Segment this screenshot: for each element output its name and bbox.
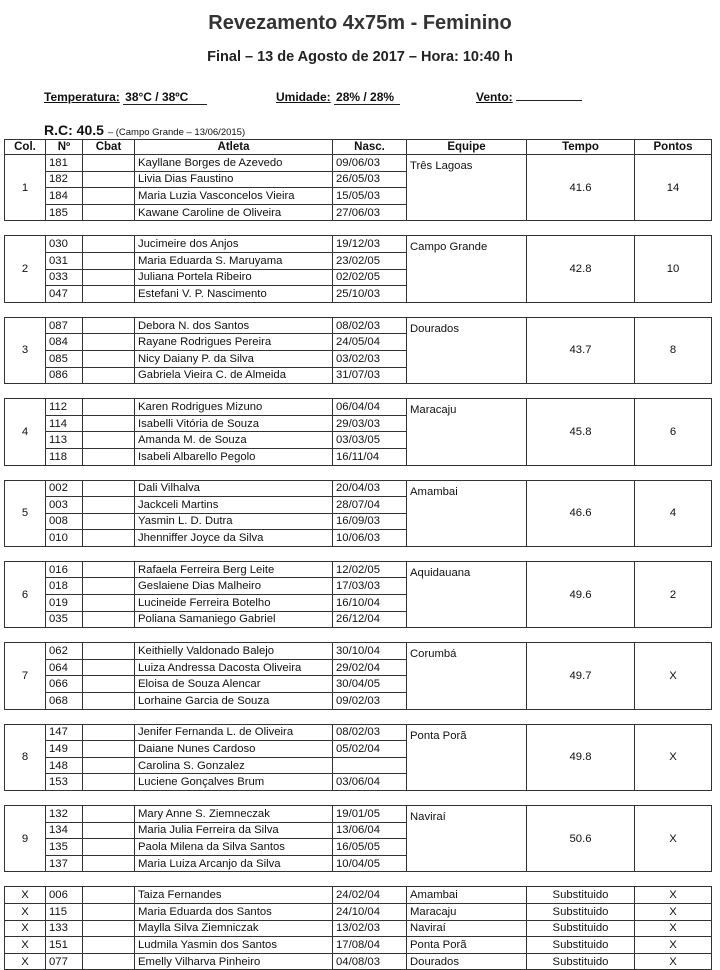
birthdate-cell: 25/10/03 xyxy=(333,286,407,303)
points-cell: 4 xyxy=(635,480,712,546)
placement-cell: 4 xyxy=(5,399,46,465)
placement-cell: 7 xyxy=(5,643,46,709)
birthdate-cell: 17/08/04 xyxy=(333,937,407,954)
birthdate-cell: 05/02/04 xyxy=(333,741,407,758)
temperature-value: 38°C / 38ºC xyxy=(123,90,207,105)
athlete-name-cell: Amanda M. de Souza xyxy=(135,432,333,449)
points-cell: X xyxy=(635,724,712,790)
athlete-number-cell: 149 xyxy=(46,741,83,758)
athlete-number-cell: 018 xyxy=(46,578,83,595)
placement-cell: 9 xyxy=(5,806,46,872)
team-cell: Aquidauana xyxy=(407,561,527,627)
athlete-number-cell: 153 xyxy=(46,774,83,791)
birthdate-cell: 19/12/03 xyxy=(333,236,407,253)
athlete-name-cell: Yasmin L. D. Dutra xyxy=(135,513,333,530)
cbat-cell xyxy=(83,448,135,465)
cbat-cell xyxy=(83,561,135,578)
athlete-name-cell: Maria Luiza Arcanjo da Silva xyxy=(135,855,333,872)
athlete-name-cell: Maria Eduarda dos Santos xyxy=(135,903,333,920)
cbat-cell xyxy=(83,839,135,856)
team-cell: Naviraí xyxy=(407,806,527,872)
time-cell: 42.8 xyxy=(527,236,635,302)
column-header: Equipe xyxy=(407,140,527,155)
time-cell: Substituido xyxy=(527,903,635,920)
birthdate-cell: 24/02/04 xyxy=(333,887,407,904)
birthdate-cell: 19/01/05 xyxy=(333,806,407,823)
time-cell: 43.7 xyxy=(527,317,635,383)
time-cell: 49.7 xyxy=(527,643,635,709)
athlete-name-cell: Isabelli Vitória de Souza xyxy=(135,415,333,432)
athlete-number-cell: 008 xyxy=(46,513,83,530)
time-cell: 49.6 xyxy=(527,561,635,627)
birthdate-cell: 16/05/05 xyxy=(333,839,407,856)
group-separator xyxy=(5,628,712,643)
separator-cell xyxy=(5,546,712,561)
athlete-name-cell: Dali Vilhalva xyxy=(135,480,333,497)
birthdate-cell: 12/02/05 xyxy=(333,561,407,578)
time-cell: 41.6 xyxy=(527,155,635,221)
athlete-number-cell: 033 xyxy=(46,269,83,286)
birthdate-cell: 16/10/04 xyxy=(333,595,407,612)
athlete-number-cell: 085 xyxy=(46,350,83,367)
athlete-number-cell: 185 xyxy=(46,204,83,221)
athlete-name-cell: Gabriela Vieira C. de Almeida xyxy=(135,367,333,384)
separator-cell xyxy=(5,465,712,480)
athlete-number-cell: 114 xyxy=(46,415,83,432)
substitute-row xyxy=(5,953,712,970)
cbat-cell xyxy=(83,367,135,384)
time-cell: Substituido xyxy=(527,887,635,904)
separator-cell xyxy=(5,791,712,806)
athlete-number-cell: 035 xyxy=(46,611,83,628)
athlete-number-cell: 148 xyxy=(46,757,83,774)
column-header: Nasc. xyxy=(333,140,407,155)
temperature-field xyxy=(44,90,207,105)
athlete-number-cell: 118 xyxy=(46,448,83,465)
column-header: Pontos xyxy=(635,140,712,155)
birthdate-cell: 26/05/03 xyxy=(333,171,407,188)
wind-field xyxy=(476,90,582,104)
athlete-number-cell: 184 xyxy=(46,188,83,205)
points-cell: 8 xyxy=(635,317,712,383)
cbat-cell xyxy=(83,578,135,595)
results-table xyxy=(4,139,712,970)
points-cell: X xyxy=(635,920,712,937)
cbat-cell xyxy=(83,530,135,547)
birthdate-cell: 24/10/04 xyxy=(333,903,407,920)
athlete-number-cell: 113 xyxy=(46,432,83,449)
table-row xyxy=(5,643,712,660)
athlete-name-cell: Jackceli Martins xyxy=(135,497,333,514)
athlete-number-cell: 019 xyxy=(46,595,83,612)
cbat-cell xyxy=(83,611,135,628)
cbat-cell xyxy=(83,334,135,351)
substitute-row xyxy=(5,903,712,920)
cbat-cell xyxy=(83,757,135,774)
points-cell: 2 xyxy=(635,561,712,627)
humidity-label: Umidade: xyxy=(276,90,331,104)
table-row xyxy=(5,480,712,497)
cbat-cell xyxy=(83,595,135,612)
page-title: Revezamento 4x75m - Feminino xyxy=(208,12,512,34)
team-cell: Amambai xyxy=(407,480,527,546)
event-subtitle: Final – 13 de Agosto de 2017 – Hora: 10:40 h xyxy=(207,49,513,65)
athlete-name-cell: Keithielly Valdonado Balejo xyxy=(135,643,333,660)
separator-cell xyxy=(5,709,712,724)
athlete-name-cell: Mary Anne S. Ziemneczak xyxy=(135,806,333,823)
athlete-number-cell: 147 xyxy=(46,724,83,741)
birthdate-cell xyxy=(333,757,407,774)
table-row xyxy=(5,399,712,416)
cbat-cell xyxy=(83,188,135,205)
athlete-name-cell: Rafaela Ferreira Berg Leite xyxy=(135,561,333,578)
athlete-name-cell: Carolina S. Gonzalez xyxy=(135,757,333,774)
time-cell: 49.8 xyxy=(527,724,635,790)
placement-cell: X xyxy=(5,937,46,954)
separator-cell xyxy=(5,384,712,399)
birthdate-cell: 28/07/04 xyxy=(333,497,407,514)
athlete-number-cell: 182 xyxy=(46,171,83,188)
cbat-cell xyxy=(83,317,135,334)
points-cell: X xyxy=(635,937,712,954)
athlete-name-cell: Maria Luzia Vasconcelos Vieira xyxy=(135,188,333,205)
athlete-name-cell: Jhenniffer Joyce da Silva xyxy=(135,530,333,547)
athlete-number-cell: 066 xyxy=(46,676,83,693)
birthdate-cell: 16/09/03 xyxy=(333,513,407,530)
birthdate-cell: 24/05/04 xyxy=(333,334,407,351)
table-row xyxy=(5,724,712,741)
placement-cell: 6 xyxy=(5,561,46,627)
points-cell: X xyxy=(635,806,712,872)
team-cell: Maracaju xyxy=(407,903,527,920)
table-row xyxy=(5,236,712,253)
placement-cell: X xyxy=(5,953,46,970)
time-cell: 45.8 xyxy=(527,399,635,465)
temperature-label: Temperatura: xyxy=(44,90,120,104)
team-cell: Ponta Porã xyxy=(407,724,527,790)
athlete-name-cell: Jenifer Fernanda L. de Oliveira xyxy=(135,724,333,741)
cbat-cell xyxy=(83,399,135,416)
athlete-name-cell: Maria Eduarda S. Maruyama xyxy=(135,252,333,269)
cbat-cell xyxy=(83,171,135,188)
placement-cell: X xyxy=(5,903,46,920)
athlete-number-cell: 030 xyxy=(46,236,83,253)
team-cell: Dourados xyxy=(407,953,527,970)
birthdate-cell: 16/11/04 xyxy=(333,448,407,465)
points-cell: 14 xyxy=(635,155,712,221)
athlete-name-cell: Poliana Samaniego Gabriel xyxy=(135,611,333,628)
athlete-number-cell: 181 xyxy=(46,155,83,172)
athlete-number-cell: 086 xyxy=(46,367,83,384)
cbat-cell xyxy=(83,774,135,791)
cbat-cell xyxy=(83,822,135,839)
column-header: Col. xyxy=(5,140,46,155)
athlete-number-cell: 031 xyxy=(46,252,83,269)
athlete-name-cell: Maria Julia Ferreira da Silva xyxy=(135,822,333,839)
cbat-cell xyxy=(83,432,135,449)
wind-value xyxy=(516,100,582,101)
athlete-name-cell: Rayane Rodrigues Pereira xyxy=(135,334,333,351)
table-header-row xyxy=(5,140,712,155)
substitute-row xyxy=(5,887,712,904)
column-header: Tempo xyxy=(527,140,635,155)
cbat-cell xyxy=(83,920,135,937)
group-separator xyxy=(5,221,712,236)
substitute-row xyxy=(5,937,712,954)
birthdate-cell: 10/04/05 xyxy=(333,855,407,872)
group-separator xyxy=(5,465,712,480)
birthdate-cell: 29/03/03 xyxy=(333,415,407,432)
placement-cell: 1 xyxy=(5,155,46,221)
placement-cell: 8 xyxy=(5,724,46,790)
time-cell: Substituido xyxy=(527,937,635,954)
table-row xyxy=(5,806,712,823)
column-header: Atleta xyxy=(135,140,333,155)
birthdate-cell: 06/04/04 xyxy=(333,399,407,416)
athlete-name-cell: Debora N. dos Santos xyxy=(135,317,333,334)
birthdate-cell: 09/06/03 xyxy=(333,155,407,172)
team-cell: Dourados xyxy=(407,317,527,383)
championship-record xyxy=(44,122,245,138)
separator-cell xyxy=(5,221,712,236)
cbat-cell xyxy=(83,724,135,741)
athlete-number-cell: 132 xyxy=(46,806,83,823)
athlete-number-cell: 077 xyxy=(46,953,83,970)
cbat-cell xyxy=(83,741,135,758)
cbat-cell xyxy=(83,903,135,920)
athlete-number-cell: 016 xyxy=(46,561,83,578)
birthdate-cell: 09/02/03 xyxy=(333,693,407,710)
points-cell: X xyxy=(635,643,712,709)
cbat-cell xyxy=(83,806,135,823)
athlete-name-cell: Juliana Portela Ribeiro xyxy=(135,269,333,286)
time-cell: Substituido xyxy=(527,953,635,970)
cbat-cell xyxy=(83,887,135,904)
group-separator xyxy=(5,546,712,561)
athlete-number-cell: 112 xyxy=(46,399,83,416)
athlete-number-cell: 010 xyxy=(46,530,83,547)
group-separator xyxy=(5,872,712,887)
team-cell: Amambai xyxy=(407,887,527,904)
birthdate-cell: 13/06/04 xyxy=(333,822,407,839)
time-cell: 46.6 xyxy=(527,480,635,546)
team-cell: Ponta Porã xyxy=(407,937,527,954)
athlete-number-cell: 003 xyxy=(46,497,83,514)
athlete-name-cell: Kawane Caroline de Oliveira xyxy=(135,204,333,221)
birthdate-cell: 04/08/03 xyxy=(333,953,407,970)
cbat-cell xyxy=(83,513,135,530)
athlete-number-cell: 135 xyxy=(46,839,83,856)
athlete-name-cell: Kayllane Borges de Azevedo xyxy=(135,155,333,172)
athlete-number-cell: 068 xyxy=(46,693,83,710)
birthdate-cell: 17/03/03 xyxy=(333,578,407,595)
athlete-name-cell: Jucimeire dos Anjos xyxy=(135,236,333,253)
athlete-number-cell: 002 xyxy=(46,480,83,497)
group-separator xyxy=(5,709,712,724)
athlete-name-cell: Maylla Silva Ziemniczak xyxy=(135,920,333,937)
separator-cell xyxy=(5,302,712,317)
cbat-cell xyxy=(83,953,135,970)
table-row xyxy=(5,317,712,334)
birthdate-cell: 30/04/05 xyxy=(333,676,407,693)
cbat-cell xyxy=(83,659,135,676)
cbat-cell xyxy=(83,480,135,497)
athlete-number-cell: 006 xyxy=(46,887,83,904)
athlete-name-cell: Estefani V. P. Nascimento xyxy=(135,286,333,303)
athlete-number-cell: 062 xyxy=(46,643,83,660)
placement-cell: X xyxy=(5,887,46,904)
cbat-cell xyxy=(83,693,135,710)
points-cell: 10 xyxy=(635,236,712,302)
birthdate-cell: 03/06/04 xyxy=(333,774,407,791)
birthdate-cell: 15/05/03 xyxy=(333,188,407,205)
table-row xyxy=(5,155,712,172)
column-header: Nº xyxy=(46,140,83,155)
birthdate-cell: 03/02/03 xyxy=(333,350,407,367)
athlete-number-cell: 064 xyxy=(46,659,83,676)
athlete-name-cell: Isabeli Albarello Pegolo xyxy=(135,448,333,465)
points-cell: X xyxy=(635,887,712,904)
athlete-number-cell: 137 xyxy=(46,855,83,872)
birthdate-cell: 29/02/04 xyxy=(333,659,407,676)
cbat-cell xyxy=(83,204,135,221)
athlete-number-cell: 084 xyxy=(46,334,83,351)
placement-cell: 3 xyxy=(5,317,46,383)
athlete-name-cell: Luiza Andressa Dacosta Oliveira xyxy=(135,659,333,676)
birthdate-cell: 27/06/03 xyxy=(333,204,407,221)
cbat-cell xyxy=(83,155,135,172)
athlete-name-cell: Nicy Daiany P. da Silva xyxy=(135,350,333,367)
athlete-name-cell: Taiza Fernandes xyxy=(135,887,333,904)
cbat-cell xyxy=(83,676,135,693)
substitute-row xyxy=(5,920,712,937)
athlete-name-cell: Geslaiene Dias Malheiro xyxy=(135,578,333,595)
athlete-name-cell: Lorhaine Garcia de Souza xyxy=(135,693,333,710)
birthdate-cell: 13/02/03 xyxy=(333,920,407,937)
group-separator xyxy=(5,302,712,317)
points-cell: X xyxy=(635,903,712,920)
wind-label: Vento: xyxy=(476,90,513,104)
placement-cell: X xyxy=(5,920,46,937)
cbat-cell xyxy=(83,350,135,367)
team-cell: Três Lagoas xyxy=(407,155,527,221)
birthdate-cell: 31/07/03 xyxy=(333,367,407,384)
athlete-number-cell: 087 xyxy=(46,317,83,334)
time-cell: 50.6 xyxy=(527,806,635,872)
time-cell: Substituido xyxy=(527,920,635,937)
group-separator xyxy=(5,384,712,399)
athlete-name-cell: Karen Rodrigues Mizuno xyxy=(135,399,333,416)
athlete-name-cell: Eloisa de Souza Alencar xyxy=(135,676,333,693)
birthdate-cell: 10/06/03 xyxy=(333,530,407,547)
athlete-number-cell: 115 xyxy=(46,903,83,920)
humidity-field xyxy=(276,90,400,105)
birthdate-cell: 20/04/03 xyxy=(333,480,407,497)
athlete-name-cell: Lucineide Ferreira Botelho xyxy=(135,595,333,612)
cbat-cell xyxy=(83,497,135,514)
team-cell: Corumbá xyxy=(407,643,527,709)
birthdate-cell: 02/02/05 xyxy=(333,269,407,286)
birthdate-cell: 30/10/04 xyxy=(333,643,407,660)
cbat-cell xyxy=(83,286,135,303)
athlete-name-cell: Luciene Gonçalves Brum xyxy=(135,774,333,791)
placement-cell: 5 xyxy=(5,480,46,546)
separator-cell xyxy=(5,872,712,887)
placement-cell: 2 xyxy=(5,236,46,302)
team-cell: Campo Grande xyxy=(407,236,527,302)
athlete-name-cell: Livia Dias Faustino xyxy=(135,171,333,188)
humidity-value: 28% / 28% xyxy=(334,90,400,105)
cbat-cell xyxy=(83,643,135,660)
athlete-number-cell: 134 xyxy=(46,822,83,839)
table-row xyxy=(5,561,712,578)
record-label: R.C: 40.5 xyxy=(44,122,104,138)
cbat-cell xyxy=(83,252,135,269)
team-cell: Maracaju xyxy=(407,399,527,465)
birthdate-cell: 08/02/03 xyxy=(333,317,407,334)
group-separator xyxy=(5,791,712,806)
athlete-name-cell: Emelly Vilharva Pinheiro xyxy=(135,953,333,970)
athlete-number-cell: 047 xyxy=(46,286,83,303)
cbat-cell xyxy=(83,855,135,872)
birthdate-cell: 08/02/03 xyxy=(333,724,407,741)
athlete-name-cell: Daiane Nunes Cardoso xyxy=(135,741,333,758)
team-cell: Naviraí xyxy=(407,920,527,937)
column-header: Cbat xyxy=(83,140,135,155)
cbat-cell xyxy=(83,415,135,432)
birthdate-cell: 26/12/04 xyxy=(333,611,407,628)
separator-cell xyxy=(5,628,712,643)
cbat-cell xyxy=(83,236,135,253)
birthdate-cell: 23/02/05 xyxy=(333,252,407,269)
cbat-cell xyxy=(83,937,135,954)
athlete-number-cell: 133 xyxy=(46,920,83,937)
record-note: – (Campo Grande – 13/06/2015) xyxy=(107,127,246,138)
athlete-name-cell: Ludmila Yasmin dos Santos xyxy=(135,937,333,954)
birthdate-cell: 03/03/05 xyxy=(333,432,407,449)
athlete-number-cell: 151 xyxy=(46,937,83,954)
cbat-cell xyxy=(83,269,135,286)
points-cell: X xyxy=(635,953,712,970)
points-cell: 6 xyxy=(635,399,712,465)
athlete-name-cell: Paola Milena da Silva Santos xyxy=(135,839,333,856)
